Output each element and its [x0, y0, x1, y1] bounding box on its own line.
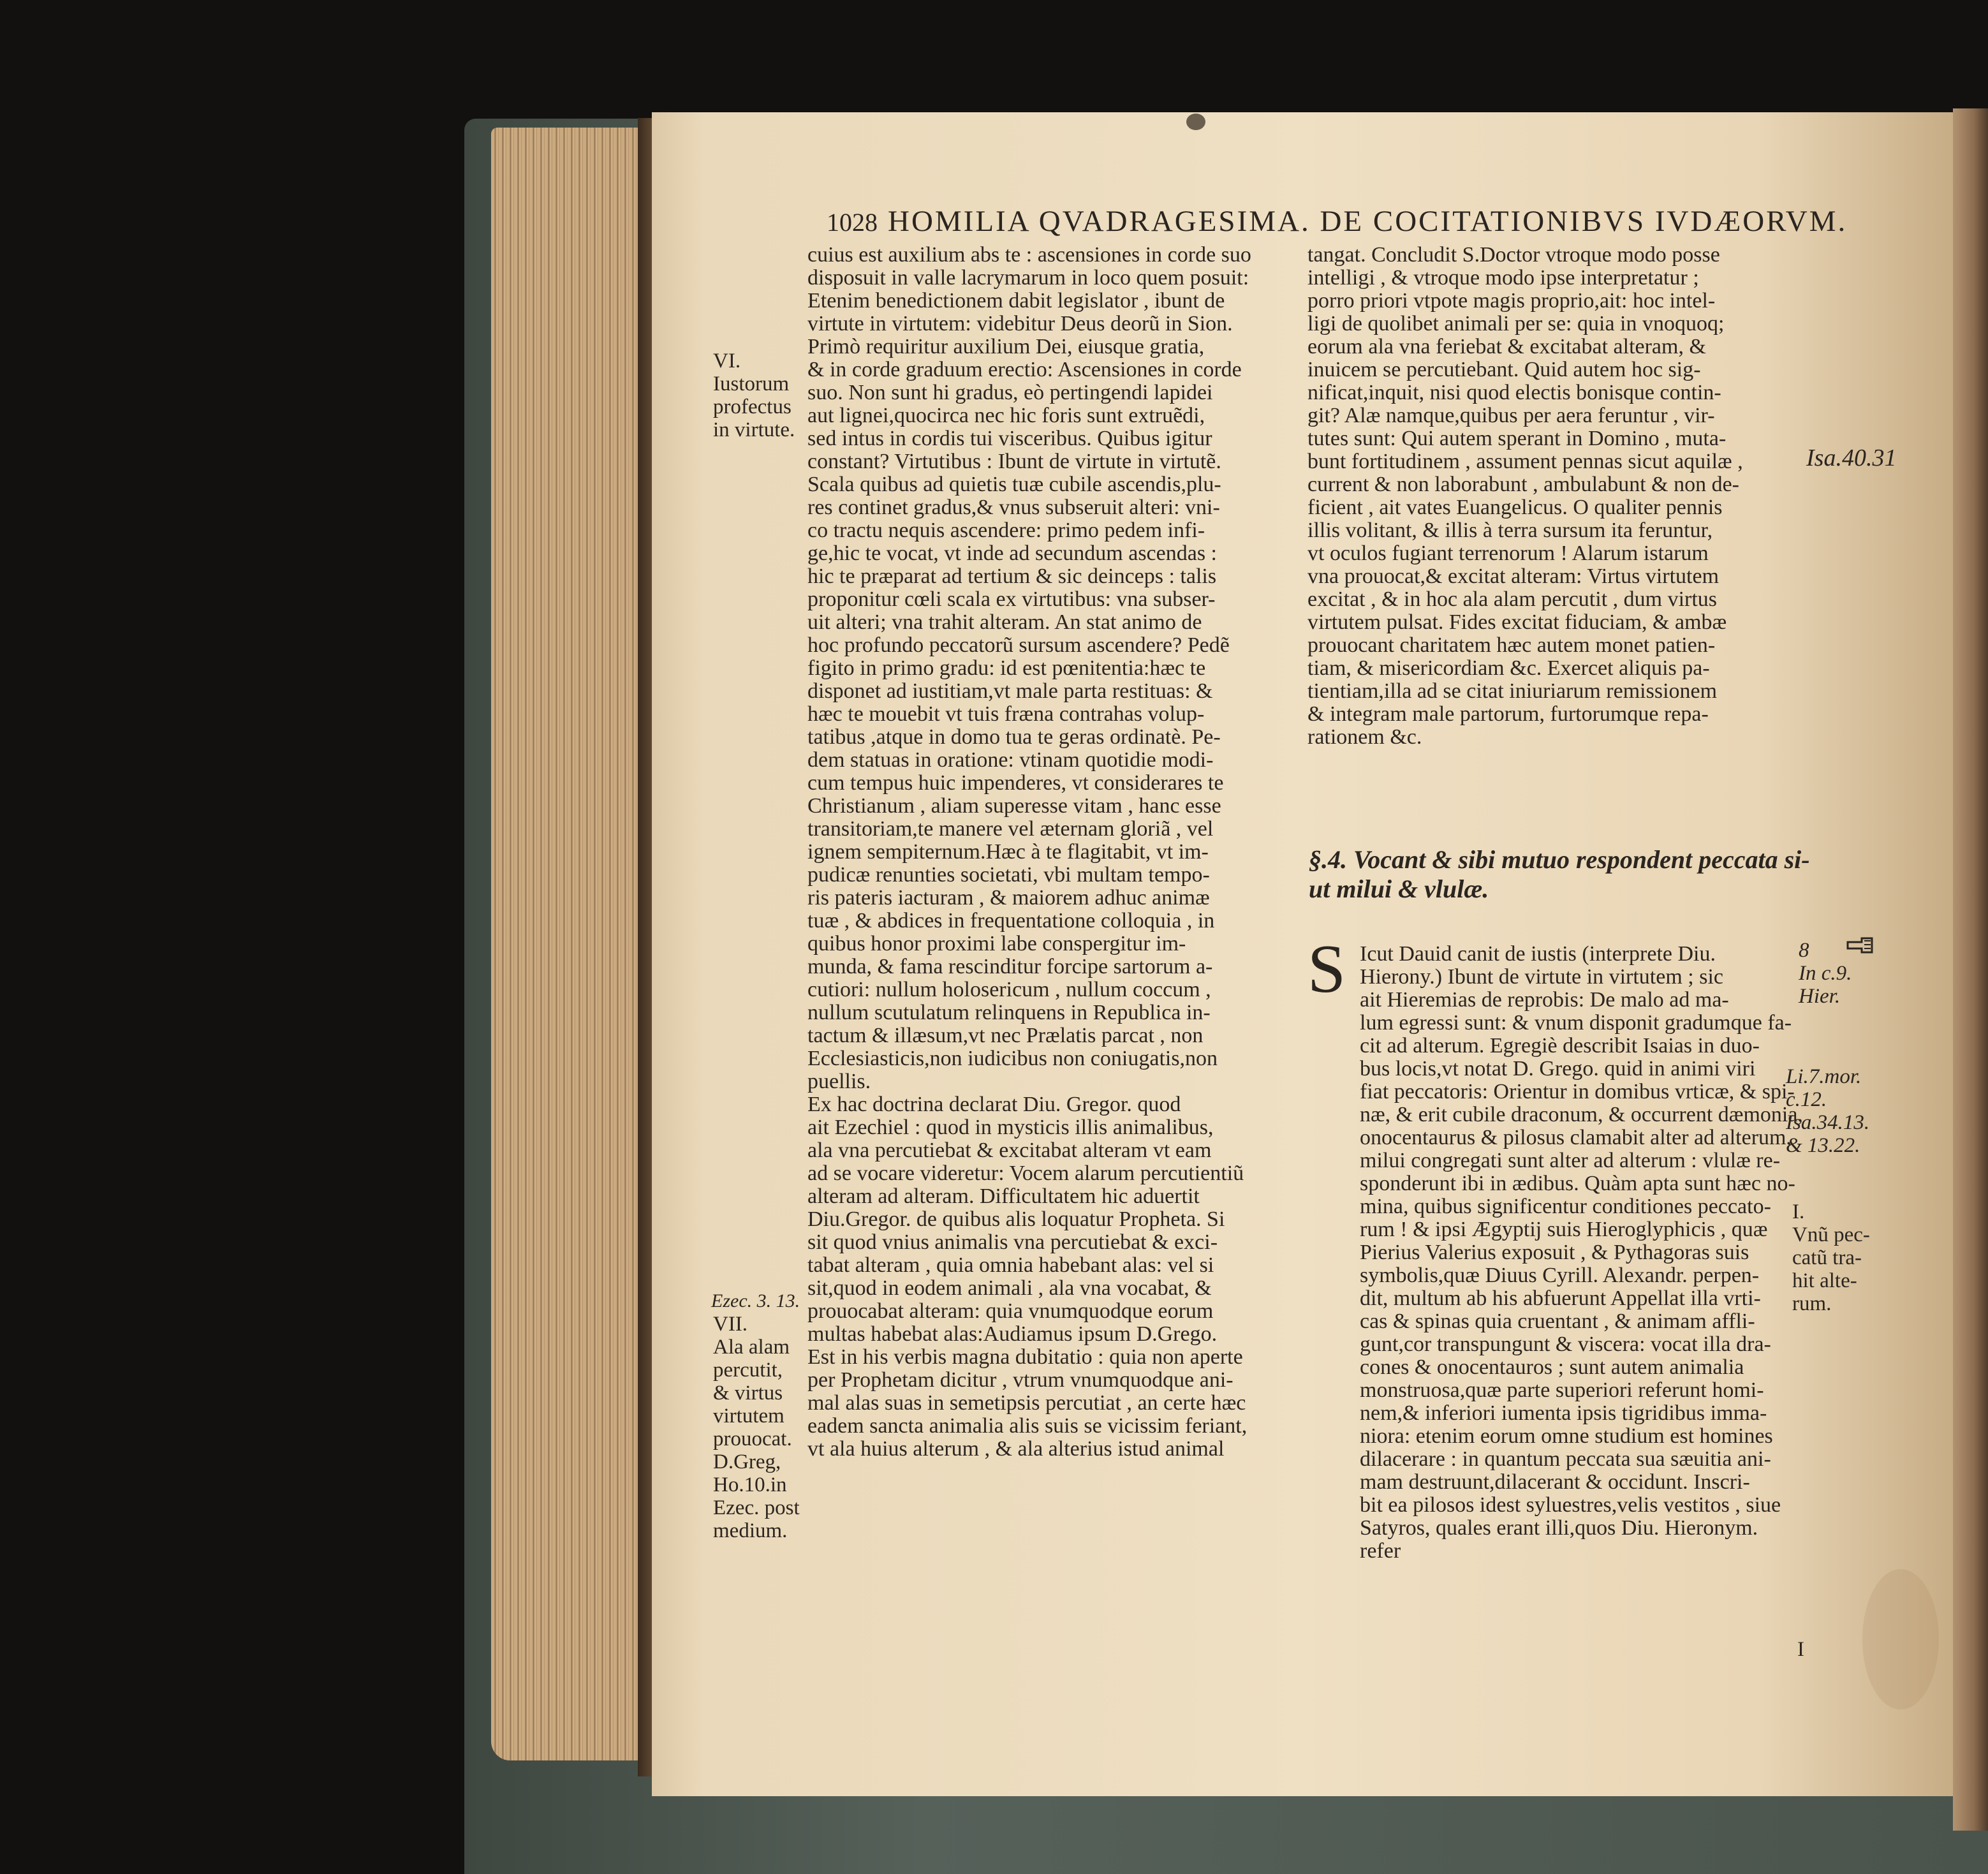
text-line: Ecclesiasticis,non iudicibus non coniugatis,non	[807, 1047, 1218, 1070]
text-line: hæc te mouebit vt tuis fræna contrahas volup-	[807, 702, 1205, 726]
text-line: 8	[1799, 939, 1809, 962]
text-line: Scala quibus ad quietis tuæ cubile ascendis,plu-	[807, 473, 1221, 496]
text-line: ala vna percutiebat & excitabat alteram vt eam	[807, 1139, 1212, 1162]
text-line: hit alte-	[1792, 1269, 1857, 1292]
text-line: co tractu nequis ascendere: primo pedem infi-	[807, 519, 1205, 542]
text-line: VI.	[713, 350, 741, 373]
text-line: illis volitant, & illis à terra sursum ita feruntur,	[1307, 519, 1713, 542]
margin-ref-isa40: Isa.40.31	[1806, 445, 1897, 471]
text-line: hic te præparat ad tertium & sic deinceps : talis	[807, 564, 1217, 588]
text-line: current & non laborabunt , ambulabunt & non de-	[1307, 473, 1739, 496]
text-line: figito in primo gradu: id est pœnitentia:hæc te	[807, 656, 1206, 680]
text-line: c.12.	[1786, 1088, 1827, 1111]
text-line: excitat , & in hoc ala alam percutit , dum virtus	[1307, 587, 1718, 611]
text-line: eorum ala vna feriebat & excitabat alteram, &	[1307, 335, 1706, 358]
text-line: & in corde graduum erectio: Ascensiones in corde	[807, 358, 1242, 381]
text-line: §.4. Vocant & sibi mutuo respondent peccata si-	[1309, 845, 1810, 874]
text-line: Li.7.mor.	[1786, 1065, 1862, 1088]
text-line: sponderunt ibi in ædibus. Quàm apta sunt hæc no-	[1360, 1172, 1795, 1195]
text-line: D.Greg,	[713, 1450, 781, 1473]
text-line: medium.	[713, 1519, 788, 1542]
text-line: cones & onocentauros ; sunt autem animalia	[1360, 1355, 1744, 1379]
margin-note-hier	[1799, 939, 1852, 1008]
text-line: dilacerare : in quantum peccata sua sæuitia ani-	[1360, 1447, 1771, 1471]
text-line: prouocabat alteram: quia vnumquodque eorum	[807, 1299, 1214, 1323]
text-line: ficient , ait vates Euangelicus. O qualiter pennis	[1307, 496, 1723, 519]
margin-note-refs	[1786, 1065, 1869, 1157]
text-line: lum egressi sunt: & vnum disponit gradumque fa-	[1360, 1011, 1792, 1035]
text-line: tutes sunt: Qui autem sperant in Domino , muta-	[1307, 427, 1727, 450]
header-title: HOMILIA QVADRAGESIMA. DE COCITATIONIBVS IVDÆORVM.	[888, 205, 1848, 238]
text-line: I.	[1792, 1200, 1805, 1223]
paper-stain	[1862, 1569, 1939, 1709]
margin-note-vi	[713, 350, 795, 441]
text-line: Est in his verbis magna dubitatio : quia non aperte	[807, 1345, 1243, 1369]
text-line: dit, multum ab his abfuerunt Appellat illa vrti-	[1360, 1287, 1761, 1310]
text-line: cas & spinas quia cruentant , & animam affli-	[1360, 1310, 1755, 1333]
text-line: rum.	[1792, 1292, 1832, 1315]
text-line: VII.	[713, 1313, 748, 1336]
text-line: prouocat.	[713, 1428, 792, 1450]
text-line: tatibus ,atque in domo tua te geras ordinatè. Pe-	[807, 725, 1221, 749]
text-line: sed intus in cordis tui visceribus. Quibus igitur	[807, 427, 1212, 450]
text-line: inuicem se percutiebant. Quid autem hoc sig-	[1307, 358, 1701, 381]
drop-cap: S	[1307, 931, 1346, 1007]
text-line: tuæ , & abdices in frequentatione colloquia , in	[807, 909, 1215, 933]
text-line: Satyros, quales erant illi,quos Diu. Hieronym.	[1360, 1516, 1758, 1540]
text-line: Etenim benedictionem dabit legislator , ibunt de	[807, 289, 1225, 313]
text-line: onocentaurus & pilosus clamabit alter ad alterum,	[1360, 1126, 1792, 1149]
text-line: transitoriam,te manere vel æternam gloriã , vel	[807, 817, 1214, 841]
text-line: & 13.22.	[1786, 1134, 1860, 1157]
text-line: suo. Non sunt hi gradus, eò pertingendi lapidei	[807, 381, 1213, 404]
text-line: bus locis,vt notat D. Grego. quid in animi viri	[1360, 1057, 1756, 1081]
text-line: Vnũ pec-	[1792, 1223, 1870, 1246]
page-edges	[491, 128, 657, 1760]
text-line: mam destruunt,dilacerant & occidunt. Inscri-	[1360, 1470, 1750, 1494]
text-line: Ho.10.in	[713, 1473, 787, 1496]
catchword-number: I	[1797, 1638, 1804, 1661]
text-line: milui congregati sunt alter ad alterum : vlulæ re-	[1360, 1149, 1781, 1172]
text-line: refer	[1360, 1539, 1401, 1563]
text-line: tactum & illæsum,vt nec Prælatis parcat , non	[807, 1024, 1204, 1047]
text-line: pudicæ renunties societati, vbi multam tempo-	[807, 863, 1210, 887]
text-line: cuius est auxilium abs te : ascensiones in corde suo	[807, 243, 1251, 267]
text-line: niora: etenim eorum omne studium est homines	[1360, 1424, 1773, 1448]
margin-note-vii	[713, 1313, 800, 1542]
text-line: ignem sempiternum.Hæc à te flagitabit, vt im-	[807, 840, 1209, 864]
text-line: & virtus	[713, 1382, 783, 1405]
text-line: mal alas suas in semetipsis percutiat , an certe hæc	[807, 1391, 1246, 1415]
text-line: rationem &c.	[1307, 725, 1422, 749]
text-line: Isa.34.13.	[1786, 1111, 1870, 1134]
text-line: constant? Virtutibus : Ibunt de virtute in virtutẽ.	[807, 450, 1221, 473]
text-line: cit ad alterum. Egregiè describit Isaias in duo-	[1360, 1034, 1760, 1058]
text-line: virtutem pulsat. Fides excitat fiduciam, & ambæ	[1307, 610, 1727, 634]
text-line: fiat peccatoris: Orientur in domibus vrticæ, & spi-	[1360, 1080, 1795, 1103]
text-line: puellis.	[807, 1070, 871, 1093]
text-line: gunt,cor transpungunt & viscera: vocat illa dra-	[1360, 1332, 1771, 1356]
text-line: virtute in virtutem: videbitur Deus deorũ in Sion.	[807, 312, 1233, 336]
text-line: tangat. Concludit S.Doctor vtroque modo posse	[1307, 243, 1720, 267]
text-line: catũ tra-	[1792, 1246, 1862, 1269]
text-line: in virtute.	[713, 418, 795, 441]
text-line: Icut Dauid canit de iustis (interprete Diu.	[1360, 942, 1716, 966]
text-line: sit,quod in eodem animali , ala vna vocabat, &	[807, 1276, 1212, 1300]
text-line: næ, & erit cubile draconum, & occurrent dæmonia,	[1360, 1103, 1803, 1126]
margin-note-i	[1792, 1200, 1870, 1315]
text-line: sit quod vnius animalis vna percutiebat & exci-	[807, 1230, 1218, 1254]
text-line: alteram ad alteram. Difficultatem hic aduertit	[807, 1184, 1200, 1208]
running-header	[827, 204, 1848, 249]
text-line: ait Ezechiel : quod in mysticis illis animalibus,	[807, 1116, 1214, 1139]
text-line: mina, quibus significentur conditiones peccato-	[1360, 1195, 1771, 1218]
text-line: nem,& inferiori iumenta ipsis tigridibus imma-	[1360, 1401, 1767, 1425]
text-line: intelligi , & vtroque modo ipse interpretatur ;	[1307, 266, 1699, 290]
right-page-edge	[1953, 108, 1988, 1831]
text-line: & integram male partorum, furtorumque repa-	[1307, 702, 1709, 726]
text-line: nificat,inquit, nisi quod electis bonisque contin-	[1307, 381, 1721, 404]
text-line: porro priori vtpote magis proprio,ait: hoc intel-	[1307, 289, 1716, 313]
text-line: res continet gradus,& vnus subseruit alteri: vni-	[807, 496, 1220, 519]
text-line: Christianum , aliam superesse vitam , hanc esse	[807, 794, 1221, 818]
text-line: Pierius Valerius exposuit , & Pythagoras suis	[1360, 1241, 1749, 1264]
text-line: aut lignei,quocirca nec hic foris sunt extruẽdi,	[807, 404, 1205, 427]
text-line: vt oculos fugiant terrenorum ! Alarum istarum	[1307, 542, 1709, 565]
text-line: Primò requiritur auxilium Dei, eiusque gratia,	[807, 335, 1205, 358]
text-line: multas habebat alas:Audiamus ipsum D.Grego.	[807, 1322, 1218, 1346]
text-line: vt ala huius alterum , & ala alterius istud animal	[807, 1437, 1225, 1461]
text-line: ris pateris iacturam , & maiorem adhuc animæ	[807, 886, 1210, 910]
text-line: hoc profundo peccatorũ sursum ascendere? Pedẽ	[807, 633, 1230, 657]
text-line: vna prouocat,& excitat alteram: Virtus virtutem	[1307, 564, 1719, 588]
text-line: eadem sancta animalia alis suis se vicissim feriant,	[807, 1414, 1248, 1438]
text-line: tabat alteram , quia omnia habebant alas: vel si	[807, 1253, 1214, 1277]
text-line: Iustorum	[713, 373, 790, 395]
text-line: rum ! & ipsi Ægyptij suis Hieroglyphicis , quæ	[1360, 1218, 1768, 1241]
text-line: ait Hieremias de reprobis: De malo ad ma-	[1360, 988, 1729, 1012]
text-line: ut milui & vlulæ.	[1309, 874, 1489, 903]
text-line: virtutem	[713, 1405, 784, 1428]
text-line: Ezec. post	[713, 1496, 800, 1519]
text-line: Hier.	[1799, 985, 1841, 1008]
text-line: prouocant charitatem hæc autem monet patien-	[1307, 633, 1716, 657]
text-line: In c.9.	[1799, 962, 1852, 985]
page-number: 1028	[827, 208, 878, 237]
text-line: bunt fortitudinem , assument pennas sicut aquilæ ,	[1307, 450, 1743, 473]
text-line: proponitur cœli scala ex virtutibus: vna subser-	[807, 587, 1216, 611]
text-line: profectus	[713, 395, 792, 418]
right-column-top	[1307, 244, 1799, 749]
text-line: disponet ad iustitiam,vt male parta restituas: &	[807, 679, 1213, 703]
margin-ref-ezec: Ezec. 3. 13.	[711, 1290, 800, 1311]
text-line: ad se vocare videretur: Vocem alarum percutientiũ	[807, 1162, 1244, 1185]
left-column	[807, 244, 1311, 1461]
ink-spot	[1186, 114, 1205, 130]
text-line: bit ea pilosos idest syluestres,velis vestitos , siue	[1360, 1493, 1781, 1517]
text-line: disposuit in valle lacrymarum in loco quem posuit:	[807, 266, 1249, 290]
text-line: dem statuas in oratione: vtinam quotidie modi-	[807, 748, 1214, 772]
text-line: tiam, & misericordiam &c. Exercet aliquis pa-	[1307, 656, 1710, 680]
section-heading	[1309, 845, 1810, 904]
text-line: quibus honor proximi labe conspergitur im-	[807, 932, 1186, 955]
text-line: nullum scutulatum relinquens in Republica in-	[807, 1001, 1211, 1024]
text-line: munda, & fama rescinditur forcipe sartorum a-	[807, 955, 1213, 978]
text-line: percutit,	[713, 1359, 783, 1382]
text-line: git? Alæ namque,quibus per aera feruntur , vir-	[1307, 404, 1715, 427]
text-line: monstruosa,quæ parte superiori referunt homi-	[1360, 1378, 1764, 1402]
text-line: tientiam,illa ad se citat iniuriarum remissionem	[1307, 679, 1718, 703]
text-line: Ex hac doctrina declarat Diu. Gregor. quod	[807, 1093, 1181, 1116]
text-line: cutiori: nullum holosericum , nullum coccum ,	[807, 978, 1211, 1001]
text-line: Ala alam	[713, 1336, 790, 1359]
text-line: cum tempus huic impenderes, vt considerares te	[807, 771, 1224, 795]
right-column-bottom	[1360, 943, 1803, 1563]
text-line: uit alteri; vna trahit alteram. An stat animo de	[807, 610, 1202, 634]
text-line: ligi de quolibet animali per se: quia in vnoquoq;	[1307, 312, 1725, 336]
text-line: ge,hic te vocat, vt inde ad secundum ascendas :	[807, 542, 1217, 565]
text-line: Hierony.) Ibunt de virtute in virtutem ; sic	[1360, 965, 1723, 989]
text-line: per Prophetam dicitur , vtrum vnumquodque ani-	[807, 1368, 1233, 1392]
text-line: symbolis,quæ Diuus Cyrill. Alexandr. perpen-	[1360, 1264, 1760, 1287]
text-line: Diu.Gregor. de quibus alis loquatur Propheta. Si	[807, 1207, 1225, 1231]
